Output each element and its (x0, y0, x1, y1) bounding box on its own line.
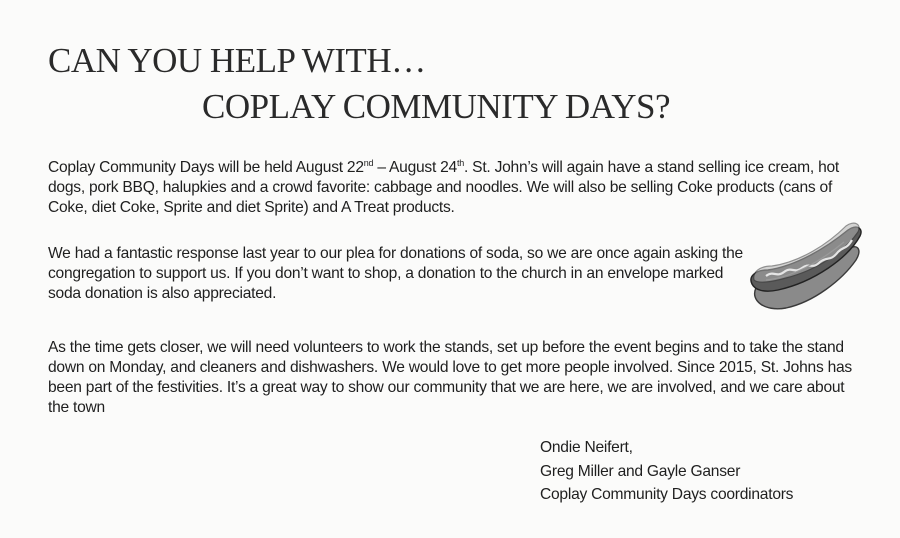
donation-paragraph: We had a fantastic response last year to our plea for donations of soda, so we are once again asking the congregation to support us. If you don’t want to shop, a donation to the church in an envelope marked soda donation is also appreciated. (48, 245, 743, 302)
event-text-part-1: Coplay Community Days will be held August 22 (48, 159, 364, 176)
event-text-part-2: – August 24 (373, 159, 457, 176)
signature-block (540, 436, 793, 507)
signature-line-1: Ondie Neifert, (540, 439, 633, 456)
signature-line-2: Greg Miller and Gayle Ganser (540, 462, 741, 480)
ordinal-suffix-1: nd (363, 158, 374, 168)
page-title-line-1: CAN YOU HELP WITH… (48, 41, 426, 80)
event-paragraph (48, 158, 856, 218)
signature-line-3: Coplay Community Days coordinators (540, 486, 794, 503)
volunteer-paragraph: As the time gets closer, we will need volunteers to work the stands, set up before the event begins and to take the stand down on Monday, and cleaners and dishwashers. We would love to get more people involved. Since 2015, St. Johns has been part of the festivities. It’s a great way to show our community that we are here, we are involved, and we care about the town (48, 339, 852, 416)
ordinal-suffix-2: th (456, 158, 464, 168)
hotdog-icon (746, 218, 866, 318)
page-title-line-2: COPLAY COMMUNITY DAYS? (202, 87, 671, 126)
event-text-part-3: . St. John’s will again have a stand selling ice cream, hot dogs, pork BBQ, halupkies and a crowd favorite: cabbage and noodles. We will also be selling Coke products (cans of Coke, diet Coke, Sprite and diet Sprite) and A Treat products. (48, 159, 840, 216)
